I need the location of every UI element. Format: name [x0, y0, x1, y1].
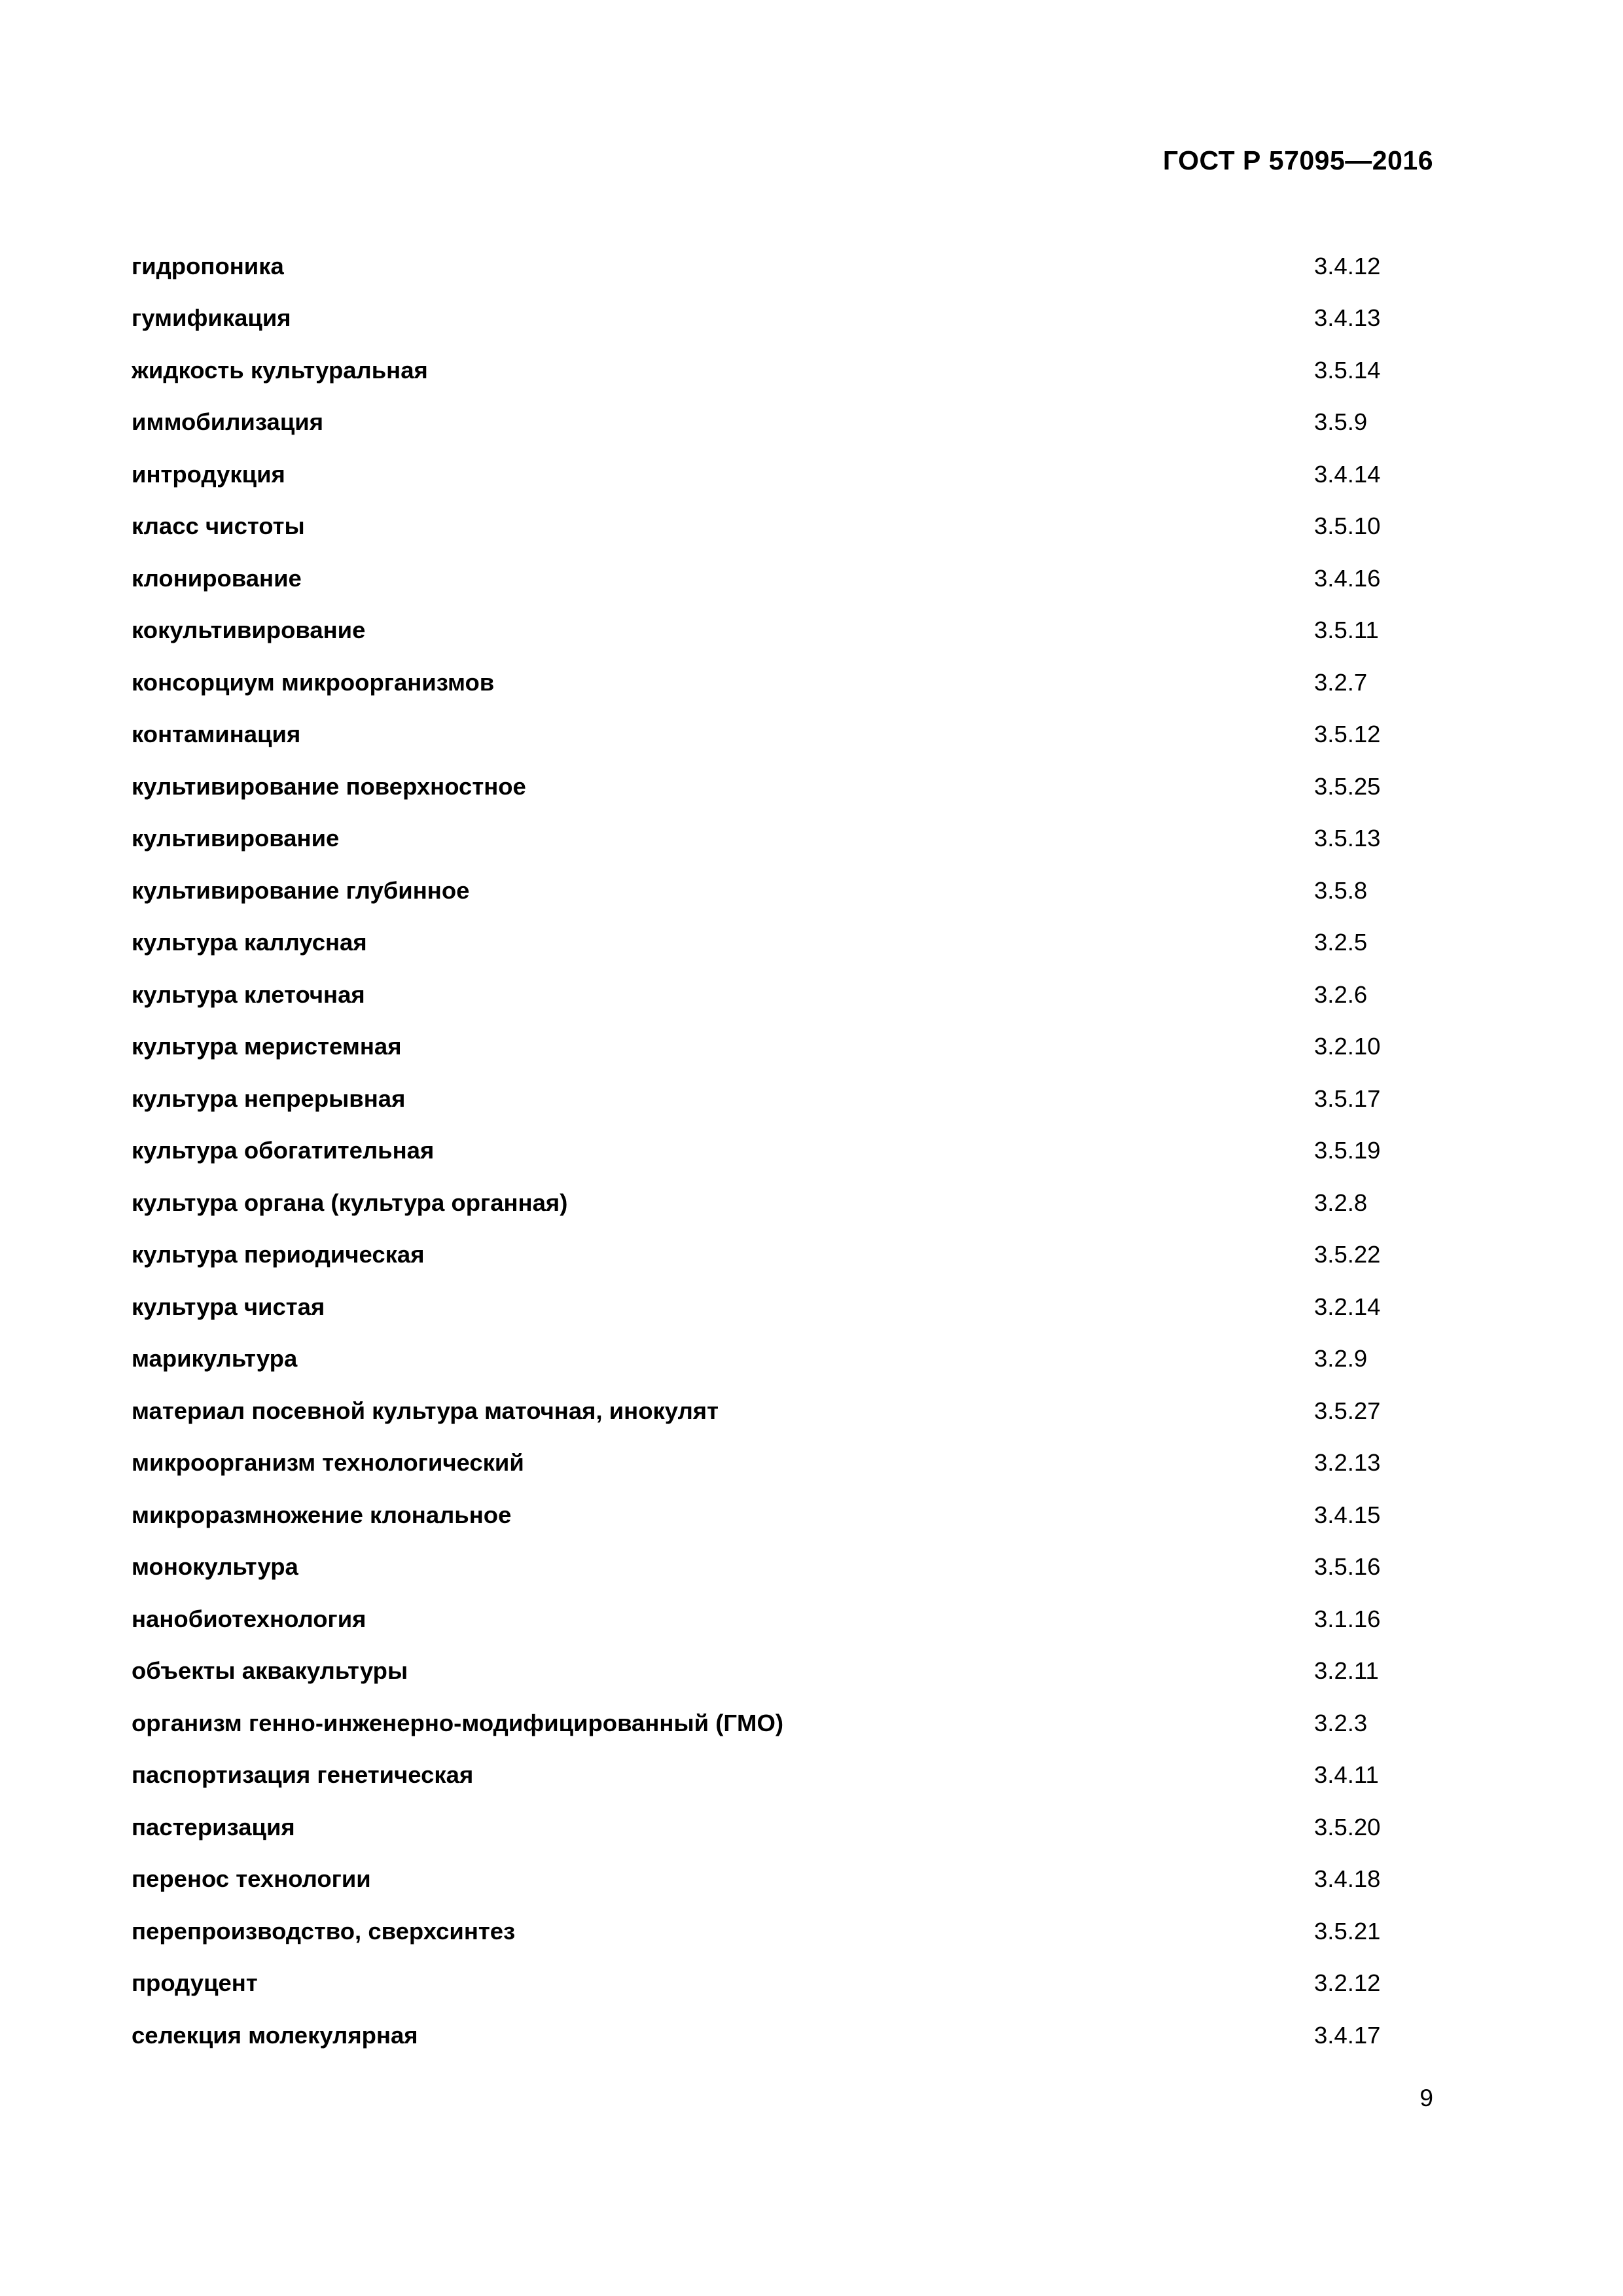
index-entry [132, 1958, 1447, 2010]
index-entry [132, 1177, 1447, 1229]
index-term: нанобиотехнология [132, 1605, 366, 1632]
index-entry [132, 344, 1447, 397]
index-reference: 3.5.21 [1314, 1917, 1381, 1945]
index-entry [132, 813, 1447, 865]
index-entry [132, 1333, 1447, 1386]
index-reference: 3.2.3 [1314, 1709, 1368, 1736]
index-reference: 3.2.11 [1314, 1657, 1379, 1685]
index-term: культура непрерывная [132, 1085, 406, 1112]
term-index-list [132, 240, 1447, 2062]
index-term: кокультивирование [132, 617, 366, 644]
index-reference: 3.4.12 [1314, 252, 1381, 279]
index-entry [132, 1229, 1447, 1282]
index-entry [132, 1073, 1447, 1125]
index-term: марикультура [132, 1345, 298, 1372]
index-term: контаминация [132, 721, 301, 748]
index-term: культура каллусная [132, 929, 367, 956]
index-term: перенос технологии [132, 1865, 371, 1893]
index-reference: 3.2.13 [1314, 1449, 1381, 1477]
index-reference: 3.5.13 [1314, 825, 1381, 852]
index-reference: 3.5.17 [1314, 1085, 1381, 1112]
index-term: микроразмножение клональное [132, 1501, 512, 1528]
index-term: микроорганизм технологический [132, 1449, 524, 1477]
index-reference: 3.5.9 [1314, 408, 1368, 436]
index-entry [132, 865, 1447, 917]
index-term: селекция молекулярная [132, 2021, 418, 2049]
index-reference: 3.4.16 [1314, 564, 1381, 592]
index-term: культура клеточная [132, 980, 365, 1008]
index-term: культура обогатительная [132, 1137, 435, 1164]
index-term: культура периодическая [132, 1241, 425, 1268]
index-reference: 3.4.15 [1314, 1501, 1381, 1528]
index-entry [132, 1437, 1447, 1490]
index-entry [132, 552, 1447, 605]
index-term: объекты аквакультуры [132, 1657, 408, 1685]
index-reference: 3.5.8 [1314, 876, 1368, 904]
index-reference: 3.2.12 [1314, 1969, 1381, 1997]
index-reference: 3.2.7 [1314, 668, 1368, 696]
index-reference: 3.2.6 [1314, 980, 1368, 1008]
index-reference: 3.4.18 [1314, 1865, 1381, 1893]
index-entry [132, 1801, 1447, 1854]
index-term: жидкость культуральная [132, 356, 428, 384]
index-reference: 3.2.8 [1314, 1189, 1368, 1216]
index-term: консорциум микроорганизмов [132, 668, 495, 696]
index-entry [132, 917, 1447, 969]
index-entry [132, 293, 1447, 345]
index-term: культура чистая [132, 1293, 325, 1320]
index-reference: 3.5.25 [1314, 772, 1381, 800]
index-term: клонирование [132, 564, 302, 592]
index-entry [132, 240, 1447, 293]
index-term: продуцент [132, 1969, 258, 1997]
page-number: 9 [1419, 2085, 1433, 2111]
index-term: перепроизводство, сверхсинтез [132, 1917, 516, 1945]
index-reference: 3.5.10 [1314, 512, 1381, 540]
index-term: интродукция [132, 460, 285, 488]
index-term: культура органа (культура органная) [132, 1189, 568, 1216]
index-reference: 3.2.9 [1314, 1345, 1368, 1372]
index-entry [132, 1385, 1447, 1437]
index-entry [132, 969, 1447, 1021]
index-entry [132, 397, 1447, 449]
index-reference: 3.2.5 [1314, 929, 1368, 956]
index-term: культивирование [132, 825, 340, 852]
index-entry [132, 1905, 1447, 1958]
index-reference: 3.5.11 [1314, 617, 1379, 644]
index-term: паспортизация генетическая [132, 1761, 474, 1789]
index-term: культура меристемная [132, 1033, 402, 1060]
index-reference: 3.5.14 [1314, 356, 1381, 384]
index-entry [132, 1281, 1447, 1333]
index-entry [132, 1697, 1447, 1749]
index-entry [132, 448, 1447, 501]
index-entry [132, 2009, 1447, 2062]
index-reference: 3.5.22 [1314, 1241, 1381, 1268]
index-entry [132, 709, 1447, 761]
index-term: материал посевной культура маточная, инокулят [132, 1397, 719, 1424]
index-entry [132, 1125, 1447, 1177]
index-reference: 3.4.17 [1314, 2021, 1381, 2049]
index-entry [132, 1749, 1447, 1802]
index-reference: 3.5.27 [1314, 1397, 1381, 1424]
document-code-header: ГОСТ Р 57095—2016 [1162, 145, 1433, 175]
index-entry [132, 1593, 1447, 1645]
index-entry [132, 656, 1447, 709]
index-entry [132, 605, 1447, 657]
index-reference: 3.5.12 [1314, 721, 1381, 748]
index-reference: 3.5.16 [1314, 1553, 1381, 1581]
index-term: класс чистоты [132, 512, 305, 540]
index-reference: 3.1.16 [1314, 1605, 1381, 1632]
index-term: культивирование глубинное [132, 876, 470, 904]
index-term: организм генно-инженерно-модифицированный (ГМО) [132, 1709, 783, 1736]
index-reference: 3.4.14 [1314, 460, 1381, 488]
index-reference: 3.2.10 [1314, 1033, 1381, 1060]
index-term: гидропоника [132, 252, 284, 279]
index-entry [132, 761, 1447, 813]
index-entry [132, 1541, 1447, 1594]
index-reference: 3.4.11 [1314, 1761, 1379, 1789]
index-reference: 3.2.14 [1314, 1293, 1381, 1320]
index-entry [132, 501, 1447, 553]
index-term: пастеризация [132, 1813, 295, 1840]
index-entry [132, 1489, 1447, 1541]
index-term: культивирование поверхностное [132, 772, 526, 800]
index-reference: 3.5.20 [1314, 1813, 1381, 1840]
index-term: монокультура [132, 1553, 298, 1581]
index-term: гумификация [132, 304, 291, 332]
index-reference: 3.5.19 [1314, 1137, 1381, 1164]
index-entry [132, 1854, 1447, 1906]
index-term: иммобилизация [132, 408, 323, 436]
index-reference: 3.4.13 [1314, 304, 1381, 332]
index-entry [132, 1021, 1447, 1073]
index-entry [132, 1645, 1447, 1698]
